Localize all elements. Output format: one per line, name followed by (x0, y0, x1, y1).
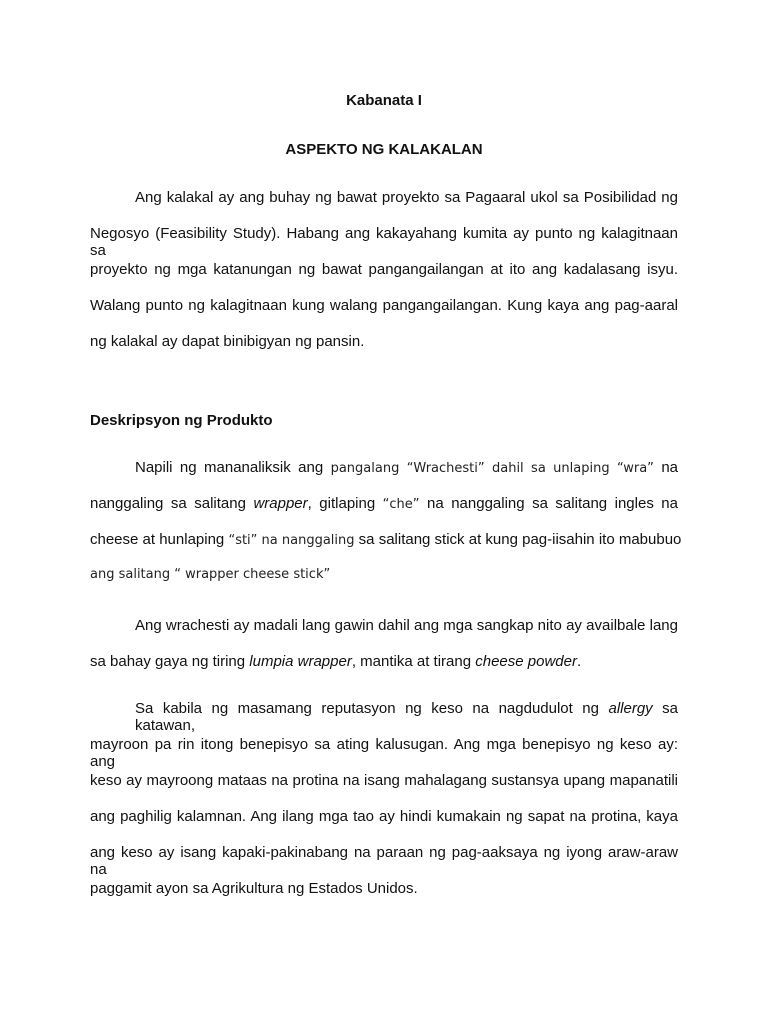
text-run: sa bahay gaya ng tiring (90, 653, 250, 670)
paragraph-line (90, 495, 678, 517)
text-run: Sa kabila ng masamang reputasyon ng keso na nagdudulot ng (135, 700, 609, 717)
paragraph-line: ng kalakal ay dapat binibigyan ng pansin. (90, 333, 365, 350)
paragraph-line (90, 653, 678, 675)
section-heading: Deskripsyon ng Produkto (90, 412, 273, 429)
chapter-label: Kabanata I (346, 92, 422, 109)
text-run: , gitlaping (307, 495, 383, 512)
paragraph-line: paggamit ayon sa Agrikultura ng Estados Unidos. (90, 880, 418, 897)
italic-term: cheese powder (475, 653, 577, 670)
paragraph-line: proyekto ng mga katanungan ng bawat pangangailangan at ito ang kadalasang isyu. (90, 261, 678, 278)
text-run: nanggaling sa salitang (90, 495, 254, 512)
text-run: cheese at hunlaping (90, 531, 229, 548)
italic-term: wrapper (253, 495, 308, 512)
text-run: pangalang “Wrachesti” dahil sa unlaping “wra” (330, 461, 654, 476)
text-run: sa salitang stick at kung pag-iisahin ito mabubuo (354, 531, 682, 548)
text-run: na (653, 459, 679, 476)
text-run: sa katawan, (135, 700, 678, 734)
paragraph-line (135, 459, 678, 481)
text-run: , mantika at tirang (351, 653, 476, 670)
paragraph-line: mayroon pa rin itong benepisyo sa ating kalusugan. Ang mga benepisyo ng keso ay: ang (90, 736, 678, 770)
text-run: “che” (382, 497, 420, 512)
text-run: Napili ng mananaliksik ang (135, 459, 331, 476)
italic-term: allergy (608, 700, 653, 717)
text-run: “sti” na nanggaling (228, 533, 355, 548)
paragraph-line: ang paghilig kalamnan. Ang ilang mga tao ay hindi kumakain ng sapat na protina, kaya (90, 808, 678, 825)
paragraph-line: Walang punto ng kalagitnaan kung walang pangangailangan. Kung kaya ang pag-aaral (90, 297, 678, 314)
paragraph-line: Ang kalakal ay ang buhay ng bawat proyekto sa Pagaaral ukol sa Posibilidad ng (135, 189, 678, 206)
text-run: . (576, 653, 582, 670)
paragraph-line (135, 700, 678, 734)
page-title: ASPEKTO NG KALAKALAN (285, 141, 483, 158)
paragraph-line: ang keso ay isang kapaki-pakinabang na paraan ng pag-aaksaya ng iyong araw-araw na (90, 844, 678, 878)
text-run: na nanggaling sa salitang ingles na (419, 495, 678, 512)
paragraph-line: keso ay mayroong mataas na protina na isang mahalagang sustansya upang mapanatili (90, 772, 678, 789)
paragraph-line: ang salitang “ wrapper cheese stick” (90, 567, 331, 582)
paragraph-line (90, 531, 682, 553)
italic-term: lumpia wrapper (249, 653, 352, 670)
paragraph-line: Negosyo (Feasibility Study). Habang ang kakayahang kumita ay punto ng kalagitnaan sa (90, 225, 678, 259)
paragraph-line: Ang wrachesti ay madali lang gawin dahil ang mga sangkap nito ay availbale lang (135, 617, 678, 634)
